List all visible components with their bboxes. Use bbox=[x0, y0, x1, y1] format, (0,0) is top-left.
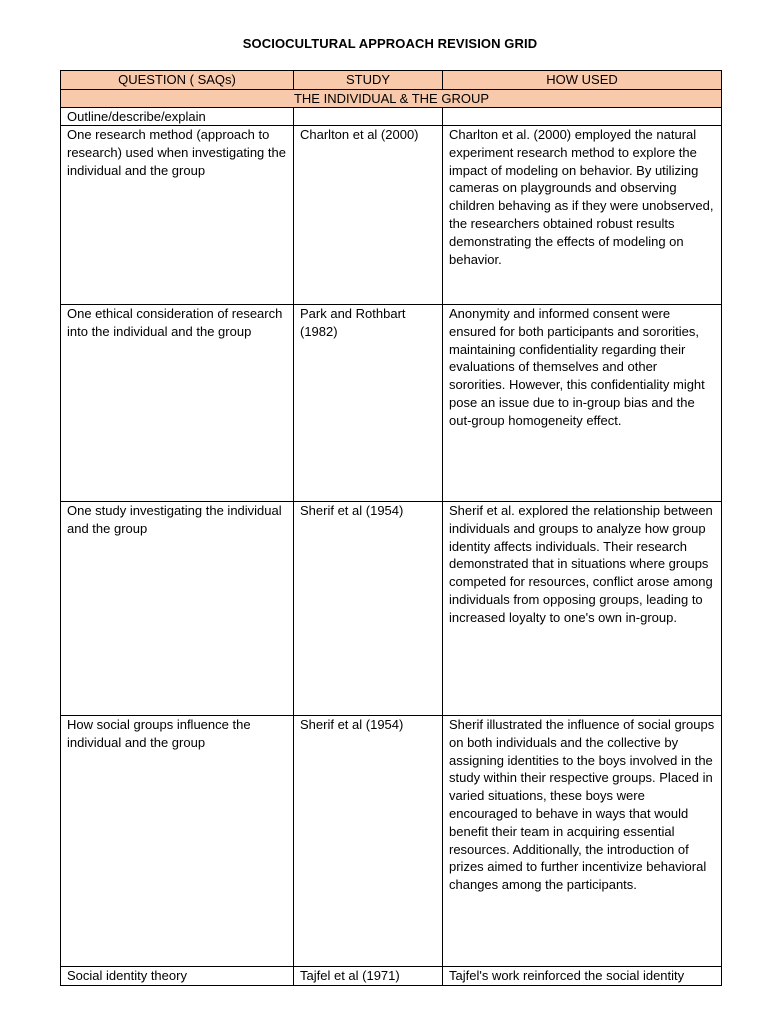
question-cell: One research method (approach to research) used when investigating the individual and the group bbox=[61, 126, 294, 305]
table-row bbox=[61, 716, 722, 967]
table-header-row bbox=[61, 71, 722, 90]
how-used-cell: Tajfel's work reinforced the social identity bbox=[443, 967, 722, 986]
how-used-cell: Charlton et al. (2000) employed the natural experiment research method to explore the impact of modeling on behavior. By utilizing cameras on playgrounds and observing children behaving as if they were unobserved, the researchers obtained robust results demonstrating the effects of modeling on behavior. bbox=[443, 126, 722, 305]
table-row bbox=[61, 967, 722, 986]
question-cell: Social identity theory bbox=[61, 967, 294, 986]
column-header-question: QUESTION ( SAQs) bbox=[61, 71, 294, 90]
study-cell: Sherif et al (1954) bbox=[294, 502, 443, 716]
table-row bbox=[61, 502, 722, 716]
revision-grid-table bbox=[60, 70, 722, 986]
question-cell: One ethical consideration of research into the individual and the group bbox=[61, 305, 294, 502]
column-header-how-used: HOW USED bbox=[443, 71, 722, 90]
question-cell: One study investigating the individual and the group bbox=[61, 502, 294, 716]
table-row bbox=[61, 126, 722, 305]
section-title: THE INDIVIDUAL & THE GROUP bbox=[61, 90, 722, 108]
how-used-cell: Sherif et al. explored the relationship between individuals and groups to analyze how group identity affects individuals. Their research demonstrated that in situations where groups competed for resources, conflict arose among individuals from opposing groups, leading to increased loyalty to one's own in-group. bbox=[443, 502, 722, 716]
page-title: SOCIOCULTURAL APPROACH REVISION GRID bbox=[242, 36, 538, 51]
study-cell: Tajfel et al (1971) bbox=[294, 967, 443, 986]
column-header-study: STUDY bbox=[294, 71, 443, 90]
study-cell: Sherif et al (1954) bbox=[294, 716, 443, 967]
question-cell: How social groups influence the individual and the group bbox=[61, 716, 294, 967]
study-cell: Park and Rothbart (1982) bbox=[294, 305, 443, 502]
table-row bbox=[61, 305, 722, 502]
study-cell: Charlton et al (2000) bbox=[294, 126, 443, 305]
subheader-row bbox=[61, 108, 722, 126]
subheader-empty-cell bbox=[443, 108, 722, 126]
subheader-empty-cell bbox=[294, 108, 443, 126]
how-used-cell: Anonymity and informed consent were ensured for both participants and sororities, maintaining confidentiality regarding their evaluations of themselves and other sororities. However, this confidentiality might pose an issue due to in-group bias and the out-group homogeneity effect. bbox=[443, 305, 722, 502]
subheader-label: Outline/describe/explain bbox=[61, 108, 294, 126]
section-row bbox=[61, 90, 722, 108]
how-used-cell: Sherif illustrated the influence of social groups on both individuals and the collective by assigning identities to the boys involved in the study within their respective groups. Placed in varied situations, these boys were encouraged to behave in ways that would benefit their team in acquiring essential resources. Additionally, the introduction of prizes aimed to further incentivize behavioral changes among the participants. bbox=[443, 716, 722, 967]
